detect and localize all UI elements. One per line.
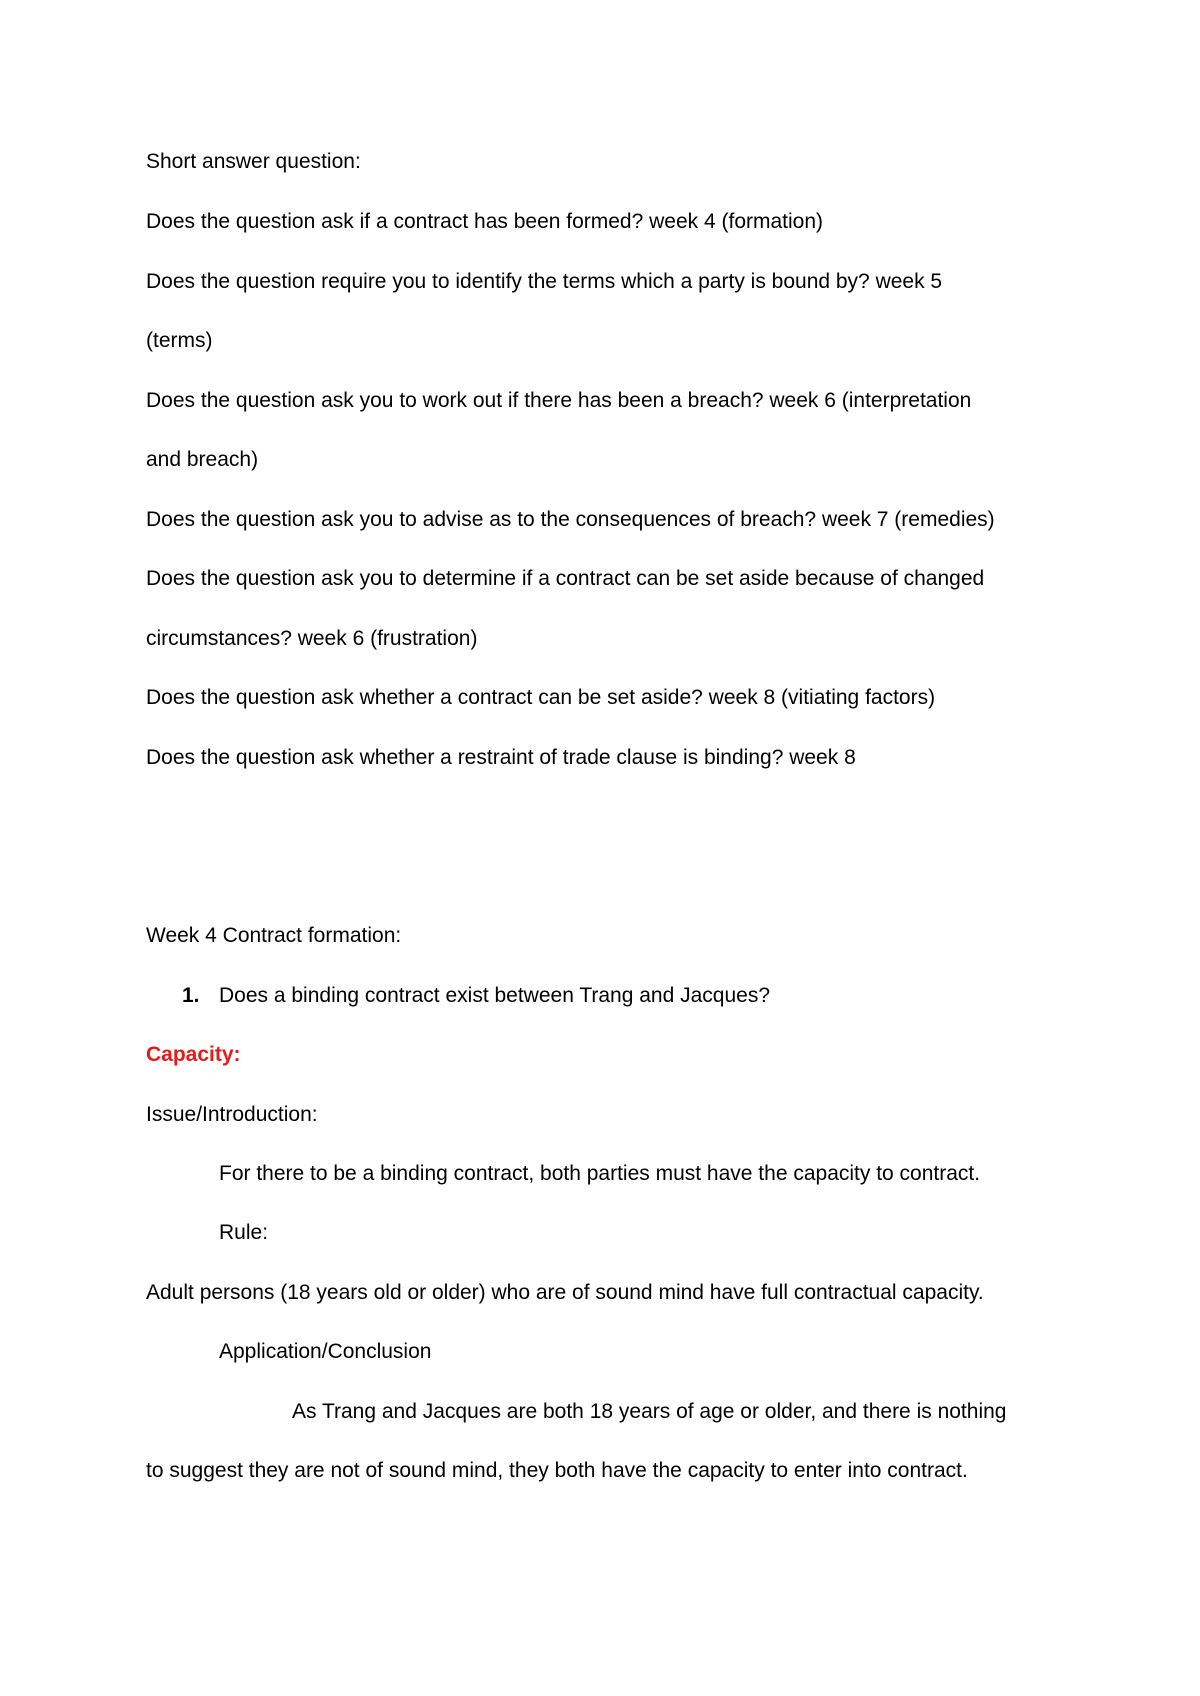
week4-heading: Week 4 Contract formation: [146,924,402,947]
list-number: 1. [182,984,200,1007]
question-line: Does the question ask whether a restraint of trade clause is binding? week 8 [146,746,856,769]
application-text-line-1: As Trang and Jacques are both 18 years of age or older, and there is nothing [292,1400,1007,1423]
application-text-line-2: to suggest they are not of sound mind, they both have the capacity to enter into contract. [146,1459,968,1482]
short-answer-heading: Short answer question: [146,150,361,173]
capacity-heading: Capacity: [146,1043,241,1066]
question-line: Does the question ask you to advise as to the consequences of breach? week 7 (remedies) [146,508,995,531]
issue-text: For there to be a binding contract, both parties must have the capacity to contract. [219,1162,981,1185]
question-line: Does the question ask if a contract has been formed? week 4 (formation) [146,210,824,233]
question-line: (terms) [146,329,213,352]
question-line: circumstances? week 6 (frustration) [146,627,478,650]
question-line: Does the question require you to identify the terms which a party is bound by? week 5 [146,270,943,293]
rule-label: Rule: [219,1221,269,1244]
question-line: Does the question ask you to work out if there has been a breach? week 6 (interpretation [146,389,972,412]
rule-text: Adult persons (18 years old or older) who are of sound mind have full contractual capacity. [146,1281,984,1304]
application-label: Application/Conclusion [219,1340,432,1363]
issue-label: Issue/Introduction: [146,1103,318,1126]
question-line: and breach) [146,448,259,471]
list-item-question: Does a binding contract exist between Trang and Jacques? [219,984,771,1007]
question-line: Does the question ask whether a contract can be set aside? week 8 (vitiating factors) [146,686,936,709]
question-line: Does the question ask you to determine if a contract can be set aside because of changed [146,567,985,590]
